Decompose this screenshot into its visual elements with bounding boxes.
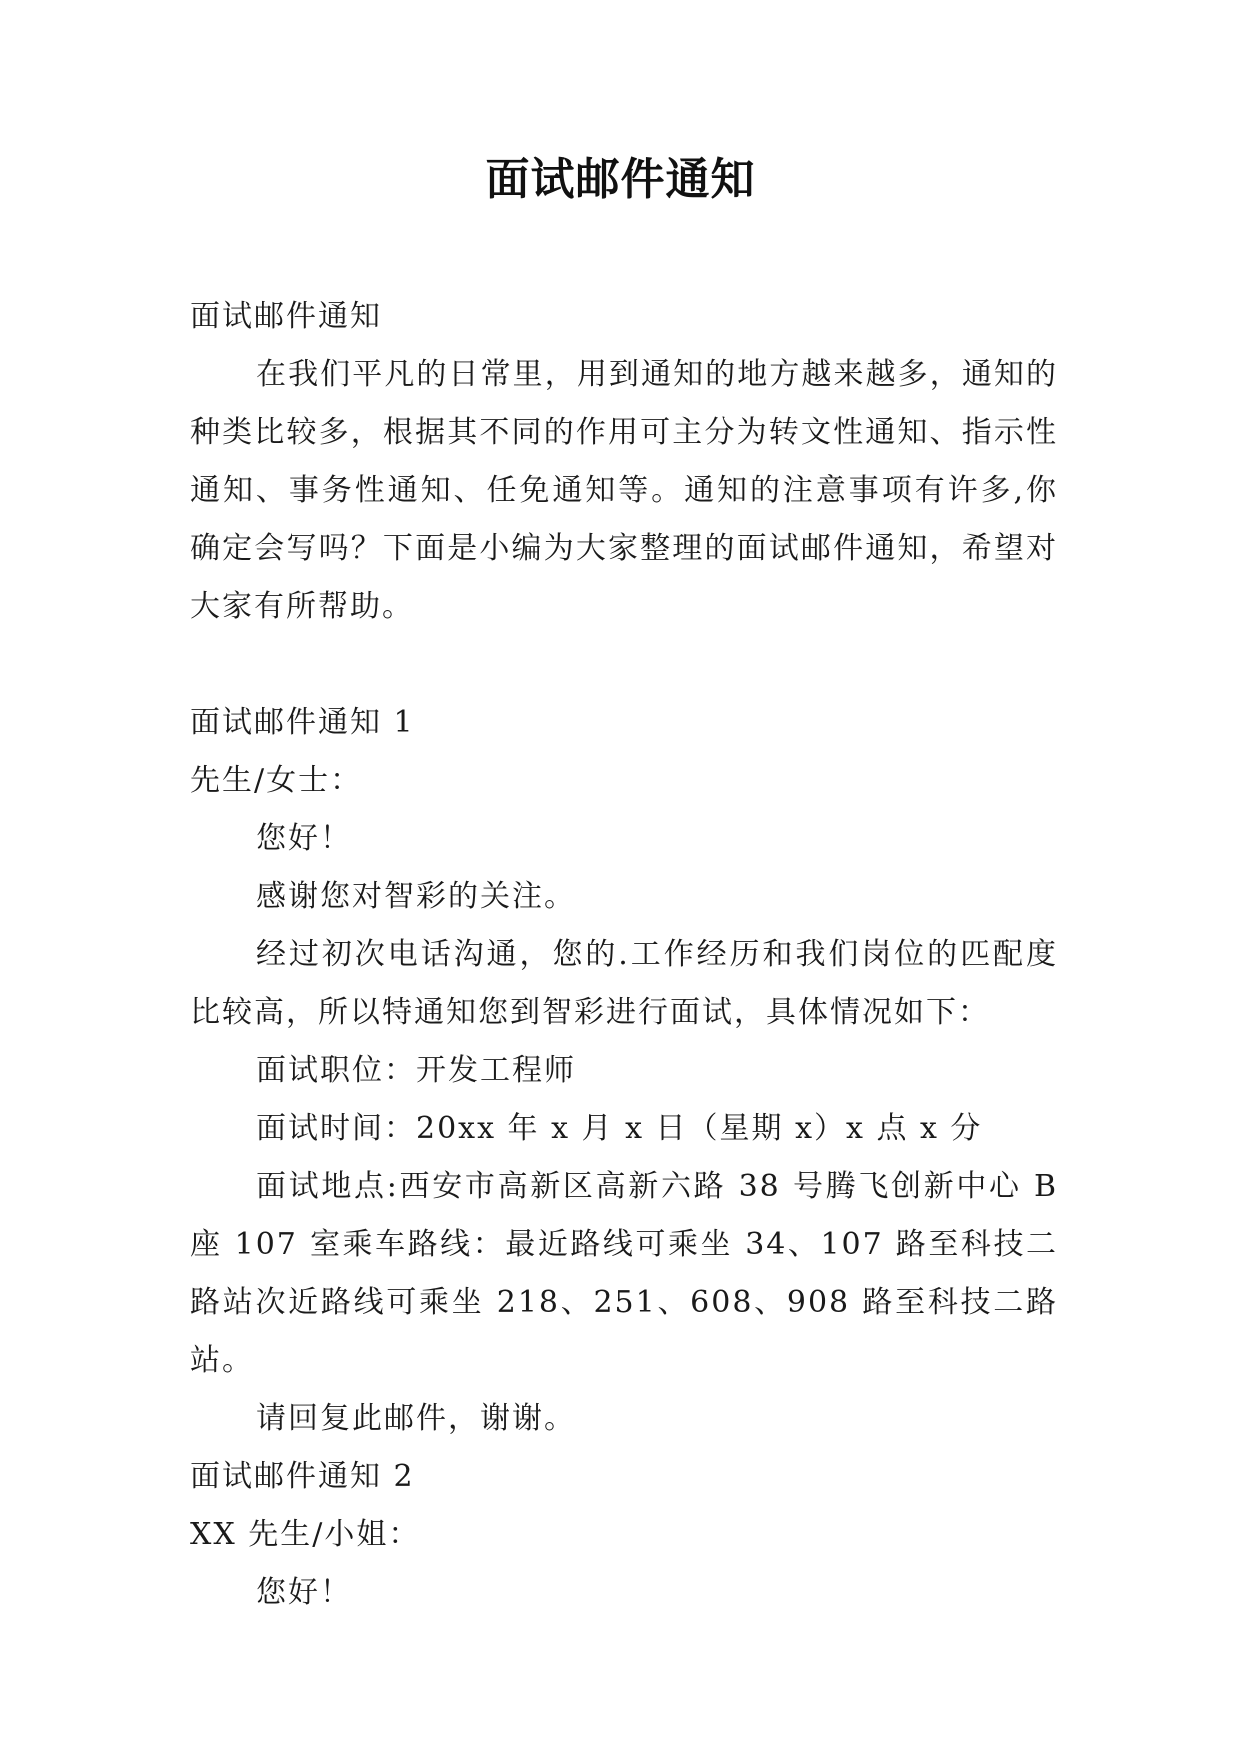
notice-2-greeting: 您好！ — [256, 1575, 352, 1610]
notice-1-location: 面试地点:西安市高新区高新六路 38 号腾飞创新中心 B 座 107 室乘车路线：最近路线可乘坐 34、107 路至科技二路站次近路线可乘坐 218、251、608、908 路至科技二路站。 — [190, 1169, 1058, 1378]
notice-1-thanks: 感谢您对智彩的关注。 — [256, 879, 576, 914]
intro-paragraph: 在我们平凡的日常里，用到通知的地方越来越多，通知的种类比较多，根据其不同的作用可主分为转文性通知、指示性通知、事务性通知、任免通知等。通知的注意事项有许多,你确定会写吗？下面是小编为大家整理的面试邮件通知，希望对大家有所帮助。 — [190, 357, 1058, 624]
notice-1-time: 面试时间：20xx 年 x 月 x 日（星期 x）x 点 x 分 — [256, 1111, 983, 1146]
notice-1-heading: 面试邮件通知 1 — [190, 705, 415, 740]
spacer — [190, 636, 1058, 694]
notice-1-position: 面试职位：开发工程师 — [256, 1053, 576, 1088]
document-title: 面试邮件通知 — [485, 154, 756, 205]
notice-2-heading: 面试邮件通知 2 — [190, 1459, 415, 1494]
notice-1-body: 经过初次电话沟通，您的.工作经历和我们岗位的匹配度比较高，所以特通知您到智彩进行面试，具体情况如下： — [190, 937, 1058, 1030]
notice-1-greeting: 您好！ — [256, 821, 352, 856]
notice-2-salutation: XX 先生/小姐： — [190, 1517, 421, 1552]
notice-1-salutation: 先生/女士： — [190, 763, 363, 798]
document-body — [190, 288, 1058, 1622]
section-heading: 面试邮件通知 — [190, 299, 382, 334]
notice-1-reply: 请回复此邮件，谢谢。 — [256, 1401, 576, 1436]
